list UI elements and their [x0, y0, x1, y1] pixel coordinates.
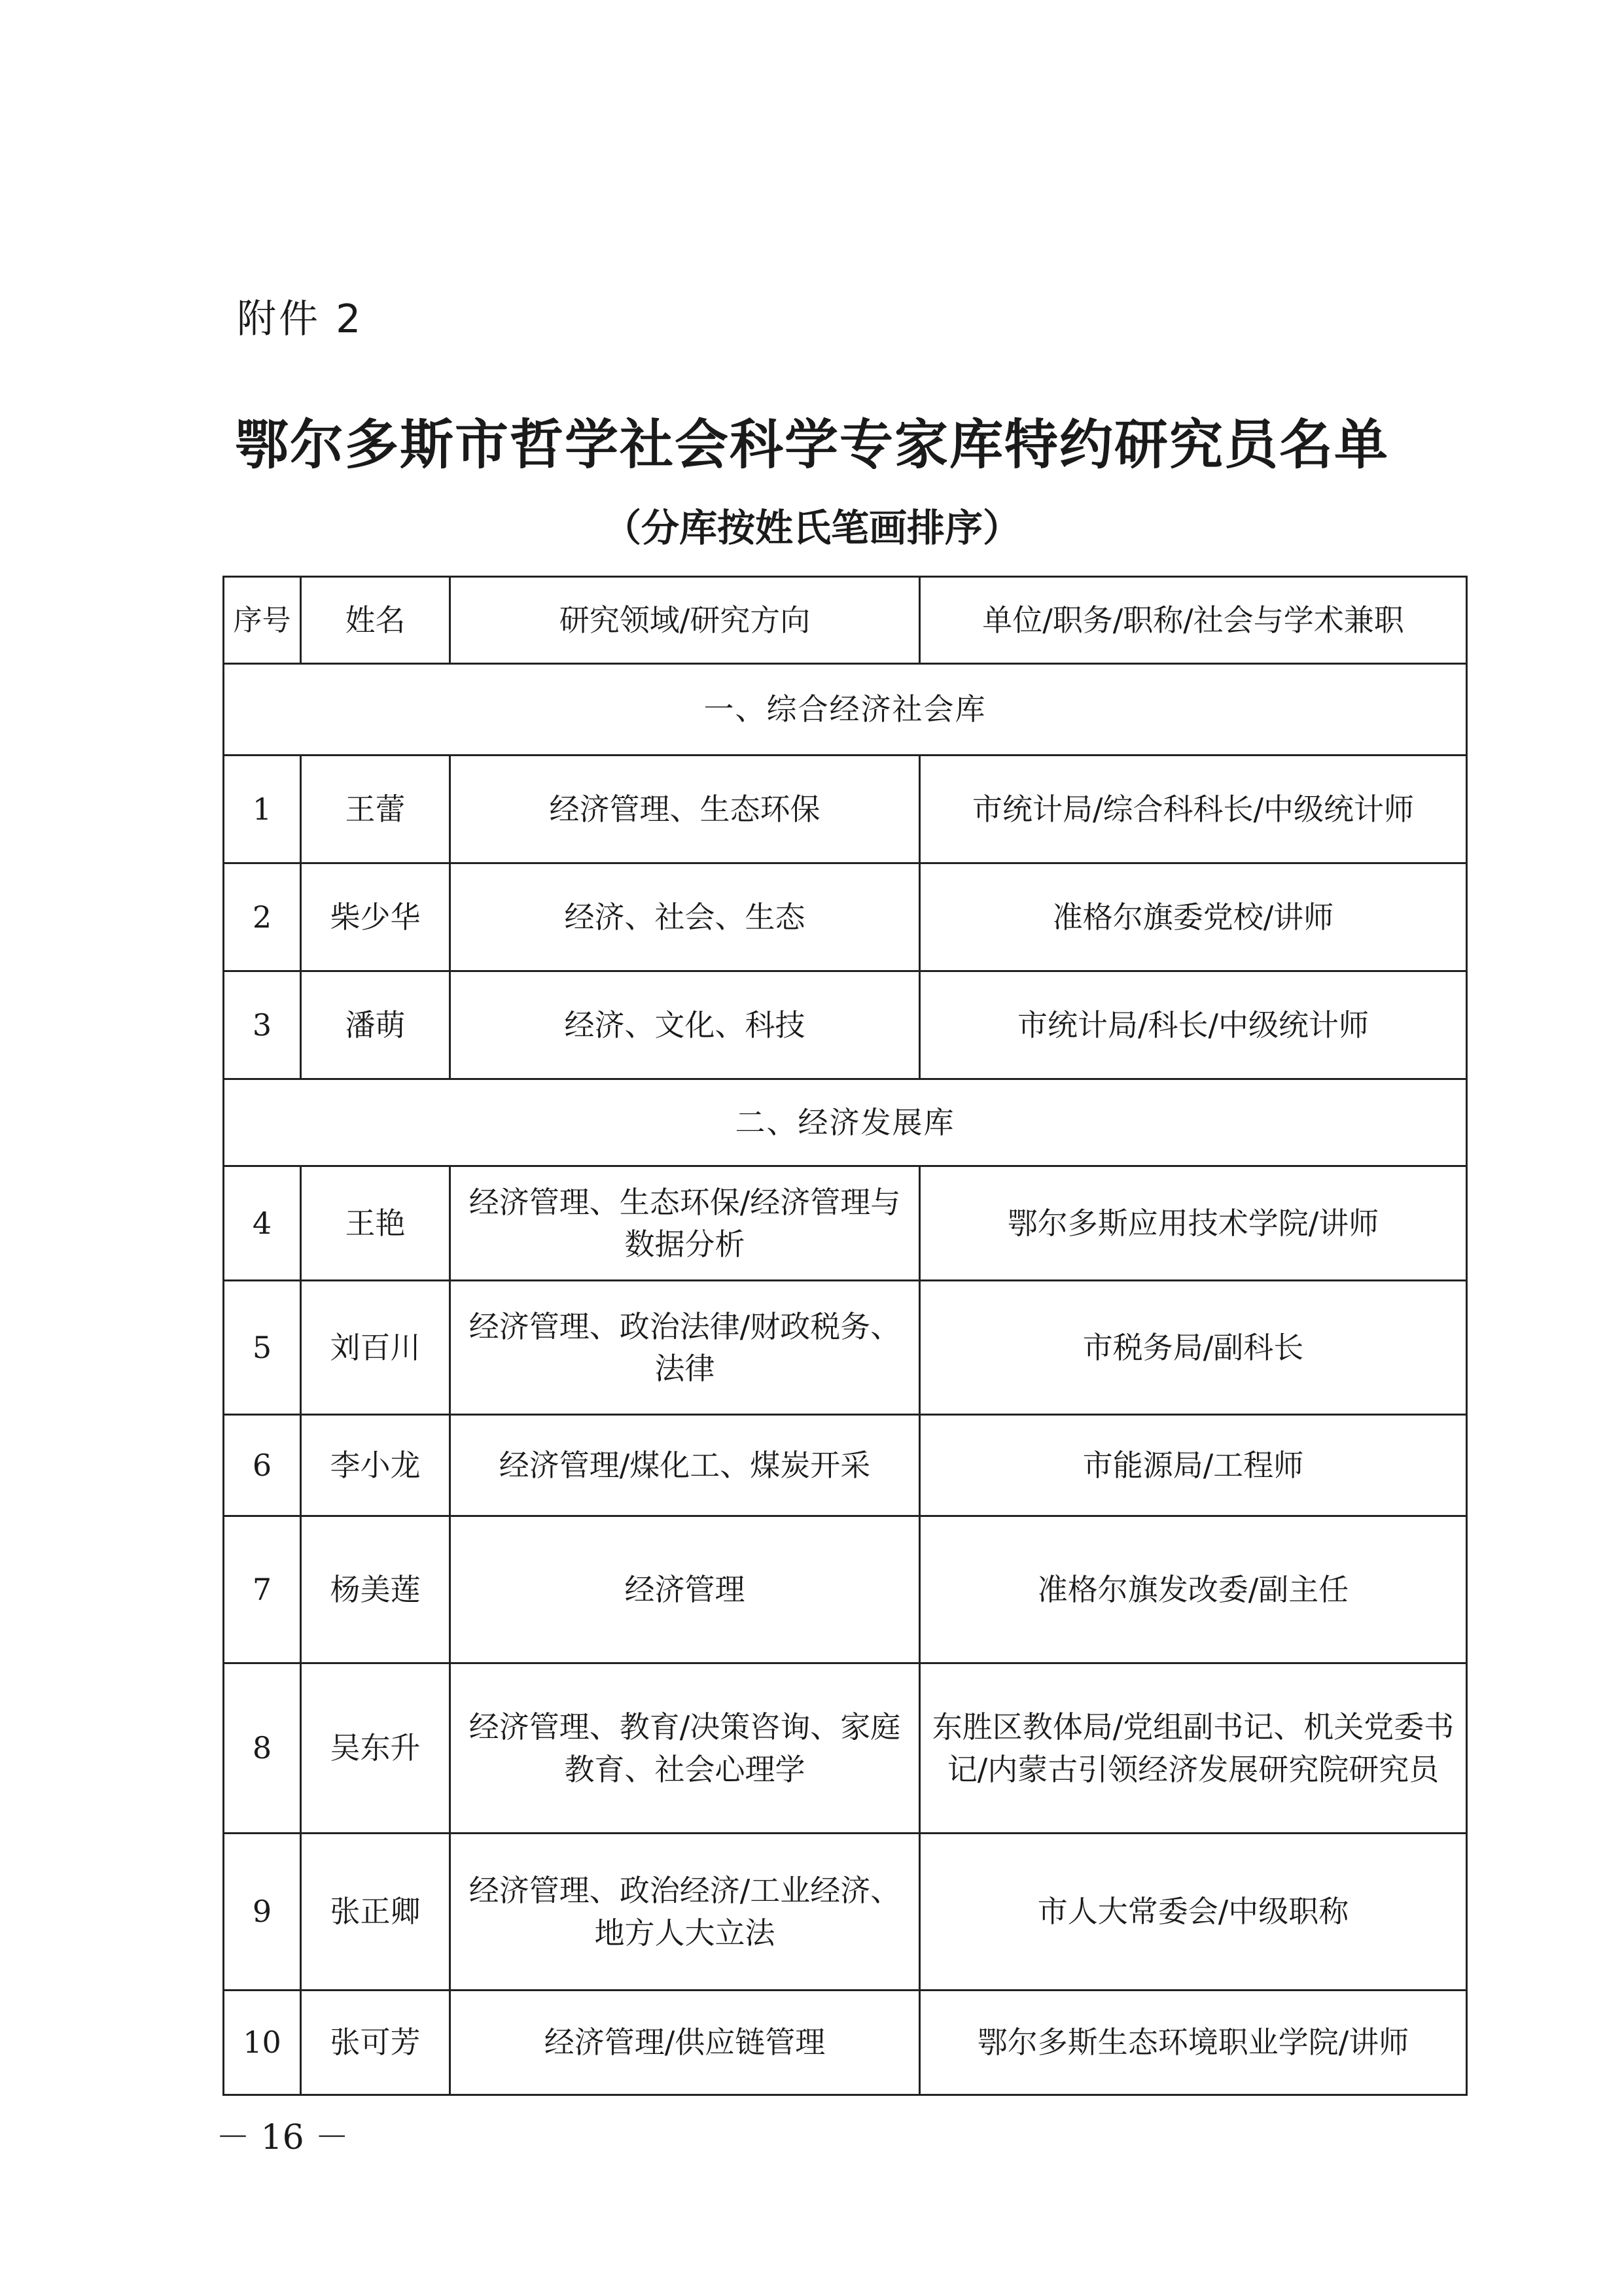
- row-unit: 市统计局/科长/中级统计师: [920, 971, 1467, 1079]
- table-row: [224, 1663, 1467, 1834]
- document-subtitle: （分库按姓氏笔画排序）: [603, 506, 1021, 550]
- row-number: 5: [224, 1281, 301, 1415]
- section-title: 一、综合经济社会库: [224, 664, 1467, 756]
- table-row: [224, 1991, 1467, 2095]
- row-number: 7: [224, 1516, 301, 1663]
- page-number: － 16 －: [216, 2118, 349, 2157]
- header-unit: 单位/职务/职称/社会与学术兼职: [920, 577, 1467, 664]
- table-row: [224, 971, 1467, 1079]
- row-field: 经济管理、政治经济/工业经济、地方人大立法: [450, 1834, 920, 1991]
- table-row: [224, 1415, 1467, 1516]
- table-row: [224, 756, 1467, 863]
- row-number: 8: [224, 1663, 301, 1834]
- table-row: [224, 1281, 1467, 1415]
- row-number: 3: [224, 971, 301, 1079]
- row-name: 刘百川: [301, 1281, 450, 1415]
- row-name: 吴东升: [301, 1663, 450, 1834]
- row-number: 1: [224, 756, 301, 863]
- row-unit: 东胜区教体局/党组副书记、机关党委书记/内蒙古引领经济发展研究院研究员: [920, 1663, 1467, 1834]
- header-no: 序号: [224, 577, 301, 664]
- row-unit: 市统计局/综合科科长/中级统计师: [920, 756, 1467, 863]
- row-unit: 市税务局/副科长: [920, 1281, 1467, 1415]
- table-row: [224, 863, 1467, 971]
- row-name: 杨美莲: [301, 1516, 450, 1663]
- section-row: [224, 664, 1467, 756]
- row-number: 2: [224, 863, 301, 971]
- row-unit: 市人大常委会/中级职称: [920, 1834, 1467, 1991]
- row-name: 王蕾: [301, 756, 450, 863]
- table-row: [224, 1166, 1467, 1281]
- section-row: [224, 1079, 1467, 1166]
- table-header-row: [224, 577, 1467, 664]
- row-name: 张可芳: [301, 1991, 450, 2095]
- document-title: 鄂尔多斯市哲学社会科学专家库特约研究员名单: [234, 413, 1389, 476]
- row-field: 经济、社会、生态: [450, 863, 920, 971]
- row-number: 4: [224, 1166, 301, 1281]
- row-unit: 准格尔旗发改委/副主任: [920, 1516, 1467, 1663]
- row-name: 潘萌: [301, 971, 450, 1079]
- row-field: 经济管理/供应链管理: [450, 1991, 920, 2095]
- row-number: 10: [224, 1991, 301, 2095]
- attachment-label: 附件 2: [237, 296, 364, 342]
- row-unit: 市能源局/工程师: [920, 1415, 1467, 1516]
- row-field: 经济管理、生态环保: [450, 756, 920, 863]
- row-unit: 鄂尔多斯应用技术学院/讲师: [920, 1166, 1467, 1281]
- row-unit: 鄂尔多斯生态环境职业学院/讲师: [920, 1991, 1467, 2095]
- row-number: 6: [224, 1415, 301, 1516]
- row-field: 经济、文化、科技: [450, 971, 920, 1079]
- table-row: [224, 1834, 1467, 1991]
- row-unit: 准格尔旗委党校/讲师: [920, 863, 1467, 971]
- row-name: 王艳: [301, 1166, 450, 1281]
- table-row: [224, 1516, 1467, 1663]
- row-name: 张正卿: [301, 1834, 450, 1991]
- row-name: 李小龙: [301, 1415, 450, 1516]
- row-field: 经济管理: [450, 1516, 920, 1663]
- row-number: 9: [224, 1834, 301, 1991]
- row-field: 经济管理、政治法律/财政税务、法律: [450, 1281, 920, 1415]
- row-field: 经济管理/煤化工、煤炭开采: [450, 1415, 920, 1516]
- row-name: 柴少华: [301, 863, 450, 971]
- section-title: 二、经济发展库: [224, 1079, 1467, 1166]
- header-name: 姓名: [301, 577, 450, 664]
- header-field: 研究领域/研究方向: [450, 577, 920, 664]
- researcher-table: [222, 576, 1468, 2096]
- row-field: 经济管理、生态环保/经济管理与数据分析: [450, 1166, 920, 1281]
- row-field: 经济管理、教育/决策咨询、家庭教育、社会心理学: [450, 1663, 920, 1834]
